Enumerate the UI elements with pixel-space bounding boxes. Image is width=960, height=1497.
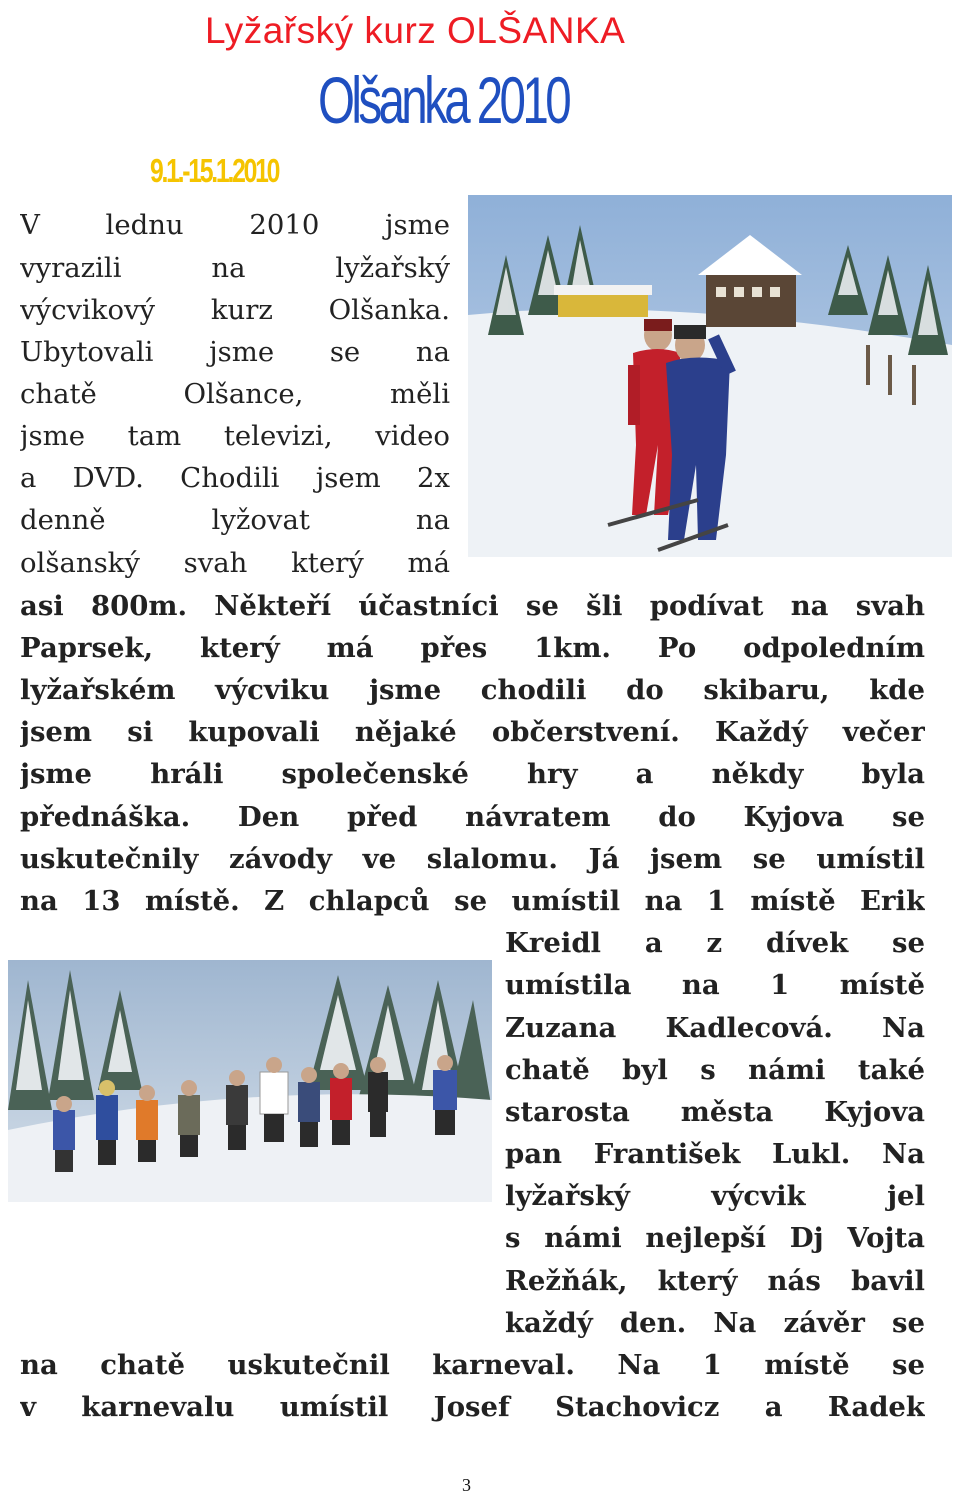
photo-two-skiers (468, 195, 952, 557)
text-line: každý den. Na závěr se (505, 1307, 925, 1339)
course-dates: 9.1.-15.1.2010 (150, 152, 279, 189)
text-line: s námi nejlepší Dj Vojta (505, 1222, 925, 1254)
text-line: Zuzana Kadlecová. Na (505, 1012, 925, 1044)
text-line: Ubytovali jsme se na (20, 336, 450, 368)
text-line: umístila na 1 místě (505, 969, 925, 1001)
text-line: Kreidl a z dívek se (505, 927, 925, 959)
text-line: lyžařský výcvik jel (505, 1180, 925, 1212)
text-line: jsme hráli společenské hry a někdy byla (20, 758, 925, 790)
text-line: přednáška. Den před návratem do Kyjova se (20, 801, 925, 833)
text-line: chatě byl s námi také (505, 1054, 925, 1086)
text-line: starosta města Kyjova (505, 1096, 925, 1128)
text-line: denně lyžovat na (20, 504, 450, 536)
main-title: Olšanka 2010 (318, 63, 569, 137)
text-line: výcvikový kurz Olšanka. (20, 294, 450, 326)
text-line: V lednu 2010 jsme (20, 209, 450, 241)
text-line: lyžařském výcviku jsme chodili do skibaru, kde (20, 674, 925, 706)
text-line: v karnevalu umístil Josef Stachovicz a Radek (20, 1391, 925, 1423)
text-line: Režňák, který nás bavil (505, 1265, 925, 1297)
text-line: jsem si kupovali nějaké občerstvení. Každý večer (20, 716, 925, 748)
text-line: pan František Lukl. Na (505, 1138, 925, 1170)
text-line: uskutečnily závody ve slalomu. Já jsem se umístil (20, 843, 925, 875)
text-line: vyrazili na lyžařský (20, 252, 450, 284)
text-line: asi 800m. Někteří účastníci se šli podívat na svah (20, 590, 925, 622)
text-line: chatě Olšance, měli (20, 378, 450, 410)
text-line: olšanský svah který má (20, 547, 450, 579)
text-line: jsme tam televizi, video (20, 420, 450, 452)
text-line: a DVD. Chodili jsem 2x (20, 462, 450, 494)
photo-ski-group (8, 960, 492, 1202)
page-number: 3 (462, 1475, 471, 1495)
text-line: na chatě uskutečnil karneval. Na 1 místě se (20, 1349, 925, 1381)
text-line: Paprsek, který má přes 1km. Po odpoledním (20, 632, 925, 664)
text-line: na 13 místě. Z chlapců se umístil na 1 místě Erik (20, 885, 925, 917)
course-title: Lyžařský kurz OLŠANKA (205, 10, 626, 51)
